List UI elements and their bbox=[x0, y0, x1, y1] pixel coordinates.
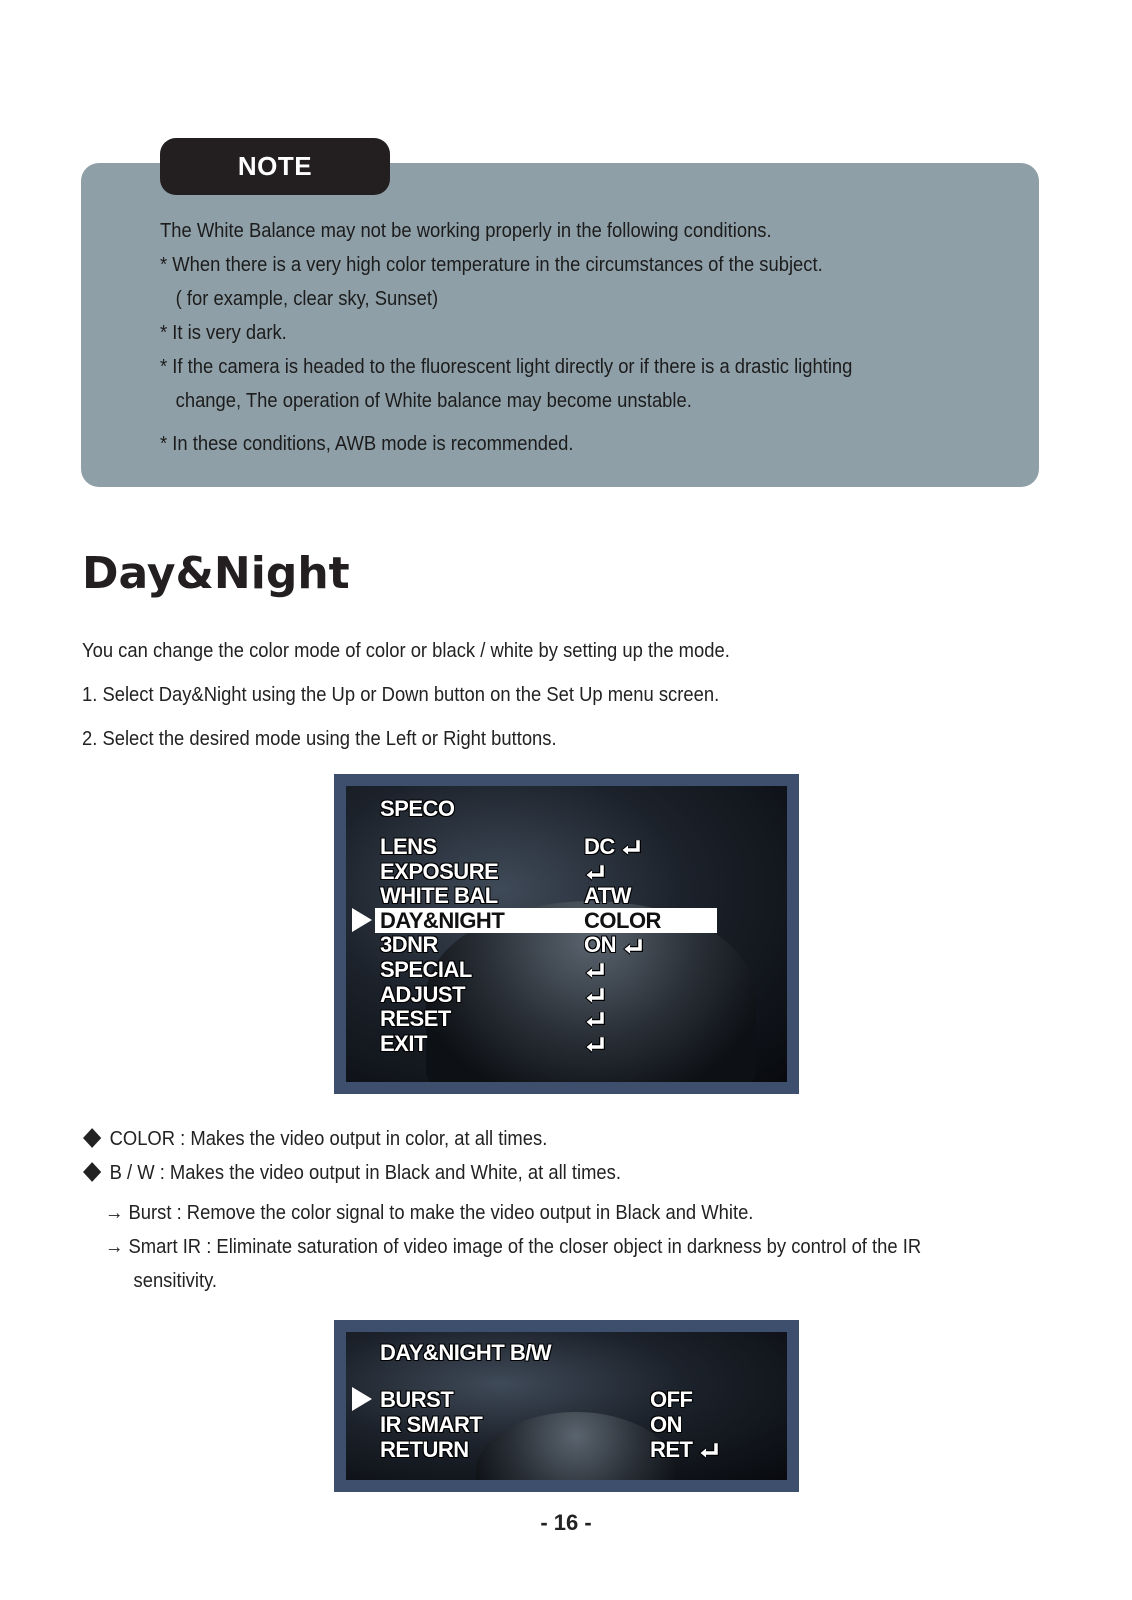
osd-item-value-text: COLOR bbox=[584, 907, 661, 933]
osd-menu-title: SPECO bbox=[380, 796, 455, 821]
osd-item-value-text: DC bbox=[584, 834, 615, 859]
smart-ir-description-cont: sensitivity. bbox=[133, 1270, 218, 1292]
enter-icon bbox=[622, 939, 644, 955]
osd-item-value-text: ATW bbox=[584, 883, 631, 909]
note-line: * It is very dark. bbox=[160, 322, 287, 344]
mode-descriptions bbox=[82, 1122, 965, 1298]
color-description-text: COLOR : Makes the video output in color, at all times. bbox=[109, 1128, 548, 1150]
osd-item-value-text: OFF bbox=[650, 1387, 693, 1412]
note-text bbox=[160, 214, 951, 461]
note-line: * If the camera is headed to the fluorescent light directly or if there is a drastic lighting bbox=[160, 356, 853, 378]
osd-daynight-bw-menu bbox=[334, 1320, 799, 1492]
enter-icon bbox=[620, 840, 642, 856]
note-line: * In these conditions, AWB mode is recommended. bbox=[160, 433, 574, 455]
step-1-text: 1. Select Day&Night using the Up or Down button on the Set Up menu screen. bbox=[82, 684, 720, 706]
note-line: ( for example, clear sky, Sunset) bbox=[175, 288, 439, 310]
osd-item-value bbox=[650, 1387, 693, 1412]
intro-text: You can change the color mode of color or black / white by setting up the mode. bbox=[82, 640, 730, 662]
osd-item-value bbox=[584, 859, 606, 884]
enter-icon bbox=[698, 1443, 720, 1459]
selection-pointer-icon bbox=[352, 908, 372, 932]
enter-icon bbox=[584, 988, 606, 1004]
osd-item-label[interactable]: DAY&NIGHT bbox=[380, 907, 505, 933]
osd-item-value bbox=[650, 1412, 682, 1437]
osd-item-value bbox=[584, 932, 644, 957]
enter-icon bbox=[584, 865, 606, 881]
osd-item-label[interactable]: SPECIAL bbox=[380, 957, 472, 982]
osd-item-label[interactable]: RESET bbox=[380, 1006, 451, 1032]
smart-ir-description: → Smart IR : Eliminate saturation of video image of the closer object in darkness by control of the IR bbox=[105, 1236, 922, 1258]
osd-item-label[interactable]: 3DNR bbox=[380, 932, 438, 958]
bw-description-text: B / W : Makes the video output in Black and White, at all times. bbox=[109, 1162, 621, 1184]
osd-item-value-text: ON bbox=[650, 1412, 682, 1437]
osd-item-label[interactable]: EXPOSURE bbox=[380, 858, 499, 884]
osd-item-value bbox=[584, 982, 606, 1007]
osd-item-value bbox=[584, 957, 606, 982]
osd-item-value-text: ON bbox=[584, 932, 616, 958]
note-line: * When there is a very high color temperature in the circumstances of the subject. bbox=[160, 254, 823, 276]
osd-setup-menu bbox=[334, 774, 799, 1094]
osd-item-value bbox=[584, 1006, 606, 1031]
burst-description: → Burst : Remove the color signal to make the video output in Black and White. bbox=[105, 1202, 754, 1224]
osd-item-label[interactable]: WHITE BAL bbox=[380, 883, 498, 909]
enter-icon bbox=[584, 963, 606, 979]
osd-item-value bbox=[584, 883, 631, 908]
osd-item-label[interactable]: RETURN bbox=[380, 1437, 469, 1462]
selection-pointer-icon bbox=[352, 1387, 372, 1411]
osd-item-value bbox=[650, 1437, 720, 1462]
step-2-text: 2. Select the desired mode using the Left or Right buttons. bbox=[82, 728, 557, 750]
car-background-image bbox=[476, 1412, 676, 1480]
diamond-bullet-icon bbox=[83, 1128, 101, 1148]
diamond-bullet-icon bbox=[83, 1162, 101, 1182]
page-number: - 16 - bbox=[540, 1510, 592, 1535]
osd-item-value bbox=[584, 1031, 606, 1056]
osd-item-label[interactable]: ADJUST bbox=[380, 981, 466, 1007]
enter-icon bbox=[584, 1012, 606, 1028]
note-line: The White Balance may not be working properly in the following conditions. bbox=[160, 220, 772, 242]
osd-item-label[interactable]: BURST bbox=[380, 1387, 454, 1412]
osd-item-label[interactable]: LENS bbox=[380, 834, 437, 859]
color-description bbox=[82, 1122, 965, 1156]
osd-submenu-title: DAY&NIGHT B/W bbox=[380, 1340, 552, 1365]
osd-item-value-text: RET bbox=[650, 1437, 693, 1462]
section-title: Day&Night bbox=[82, 548, 350, 599]
osd-item-value bbox=[584, 908, 661, 933]
bw-description bbox=[82, 1156, 965, 1190]
note-tab bbox=[160, 138, 390, 195]
osd-item-value bbox=[584, 834, 642, 859]
note-tab-label: NOTE bbox=[237, 151, 313, 181]
enter-icon bbox=[584, 1037, 606, 1053]
osd-item-label[interactable]: IR SMART bbox=[380, 1412, 483, 1437]
note-line: change, The operation of White balance may become unstable. bbox=[175, 390, 692, 412]
osd-item-label[interactable]: EXIT bbox=[380, 1030, 427, 1056]
